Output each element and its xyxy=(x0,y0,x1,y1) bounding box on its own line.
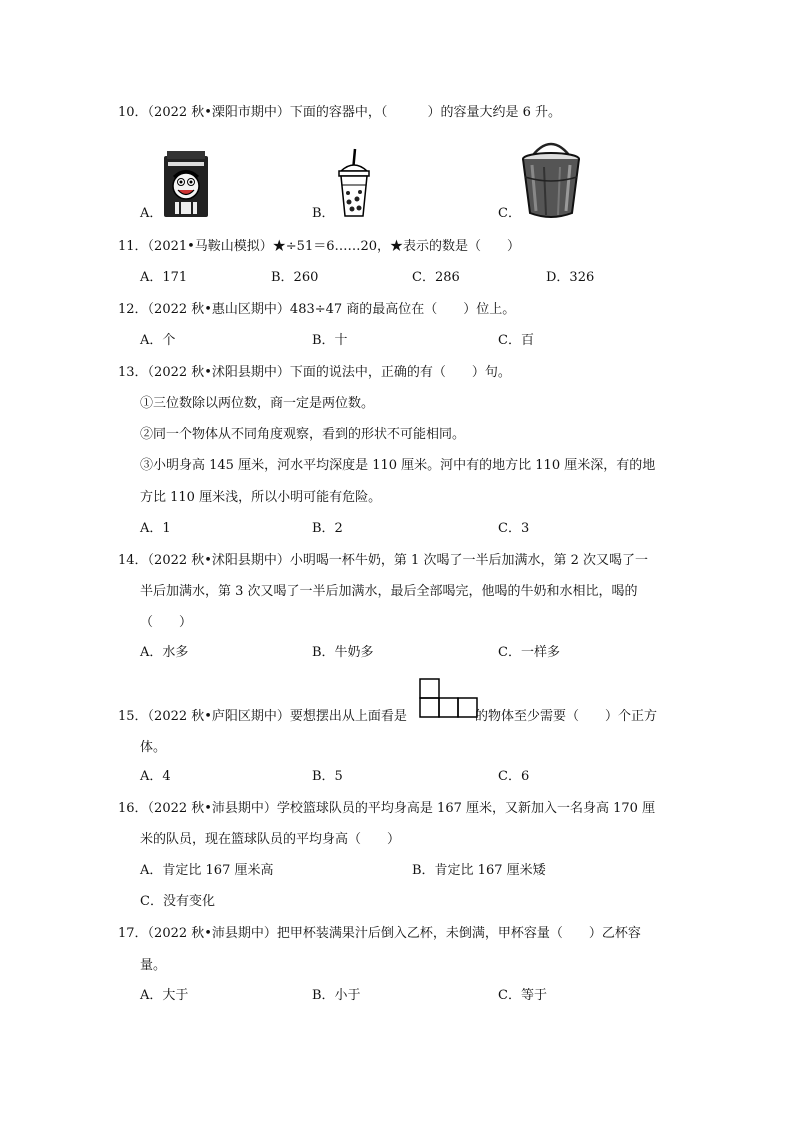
question-10-stem: 10．（2022 秋•溧阳市期中）下面的容器中，（ ）的容量大约是 6 升。 xyxy=(118,105,561,120)
question-14-stem-line-2: 半后加满水，第 3 次又喝了一半后加满水，最后全部喝完，他喝的牛奶和水相比，喝的 xyxy=(140,584,638,599)
question-12-stem: 12．（2022 秋•惠山区期中）483÷47 商的最高位在（ ）位上。 xyxy=(118,302,516,317)
question-10-options xyxy=(140,202,700,226)
option-a[interactable]: A．171 xyxy=(140,270,188,285)
question-14-options xyxy=(140,641,700,665)
option-a[interactable]: A．水多 xyxy=(140,645,189,660)
option-b[interactable]: B．肯定比 167 厘米矮 xyxy=(412,863,546,878)
question-16-options-row-2 xyxy=(140,890,700,914)
option-c[interactable]: C．286 xyxy=(412,270,460,285)
question-16-options-row-1 xyxy=(140,859,700,883)
option-c[interactable]: C．等于 xyxy=(498,988,547,1003)
question-13-options xyxy=(140,517,700,541)
option-a[interactable]: A．肯定比 167 厘米高 xyxy=(140,863,274,878)
option-b[interactable]: B．2 xyxy=(312,521,343,536)
option-b[interactable]: B． xyxy=(312,206,335,221)
option-a[interactable]: A． xyxy=(140,206,163,221)
option-b[interactable]: B．260 xyxy=(271,270,319,285)
option-b[interactable]: B．小于 xyxy=(312,988,361,1003)
question-11-stem: 11．（2021•马鞍山模拟）★÷51＝6……20，★表示的数是（ ） xyxy=(118,239,521,254)
option-c[interactable]: C．没有变化 xyxy=(140,894,215,909)
question-15-stem-line-2: 体。 xyxy=(140,740,167,755)
question-17-stem-line-1: 17．（2022 秋•沛县期中）把甲杯装满果汁后倒入乙杯，未倒满，甲杯容量（ ）乙杯容 xyxy=(118,926,641,941)
question-11-options xyxy=(140,266,700,290)
option-c[interactable]: C．6 xyxy=(498,769,530,784)
option-b[interactable]: B．牛奶多 xyxy=(312,645,374,660)
question-16-stem-line-1: 16．（2022 秋•沛县期中）学校篮球队员的平均身高是 167 厘米，又新加入一名身高 170 厘 xyxy=(118,801,656,816)
option-a[interactable]: A．1 xyxy=(140,521,171,536)
statement-1: ①三位数除以两位数，商一定是两位数。 xyxy=(140,396,375,411)
option-c[interactable]: C． xyxy=(498,206,521,221)
option-c[interactable]: C．百 xyxy=(498,333,534,348)
statement-3-continued: 方比 110 厘米浅，所以小明可能有危险。 xyxy=(140,490,382,505)
question-13-stem: 13．（2022 秋•沭阳县期中）下面的说法中，正确的有（ ）句。 xyxy=(118,365,511,380)
question-16-stem-line-2: 米的队员，现在篮球队员的平均身高（ ） xyxy=(140,832,401,847)
option-a[interactable]: A．4 xyxy=(140,769,171,784)
option-a[interactable]: A．个 xyxy=(140,333,176,348)
option-a[interactable]: A．大于 xyxy=(140,988,189,1003)
question-12-options xyxy=(140,329,700,353)
question-14-stem-line-3: （ ） xyxy=(140,615,193,630)
question-15-options xyxy=(140,765,700,789)
question-15-stem: 15．（2022 秋•庐阳区期中）要想摆出从上面看是 的物体至少需要（ ）个正方 xyxy=(118,709,657,724)
question-14-stem-line-1: 14．（2022 秋•沭阳县期中）小明喝一杯牛奶，第 1 次喝了一半后加满水，第 2 次又喝了一 xyxy=(118,553,648,568)
option-b[interactable]: B．十 xyxy=(312,333,348,348)
option-c[interactable]: C．一样多 xyxy=(498,645,560,660)
statement-3: ③小明身高 145 厘米，河水平均深度是 110 厘米。河中有的地方比 110 厘米深，有的地 xyxy=(140,458,656,473)
option-d[interactable]: D．326 xyxy=(546,270,595,285)
statement-2: ②同一个物体从不同角度观察，看到的形状不可能相同。 xyxy=(140,427,466,442)
option-c[interactable]: C．3 xyxy=(498,521,530,536)
option-b[interactable]: B．5 xyxy=(312,769,343,784)
question-17-options xyxy=(140,984,700,1008)
question-17-stem-line-2: 量。 xyxy=(140,958,167,973)
